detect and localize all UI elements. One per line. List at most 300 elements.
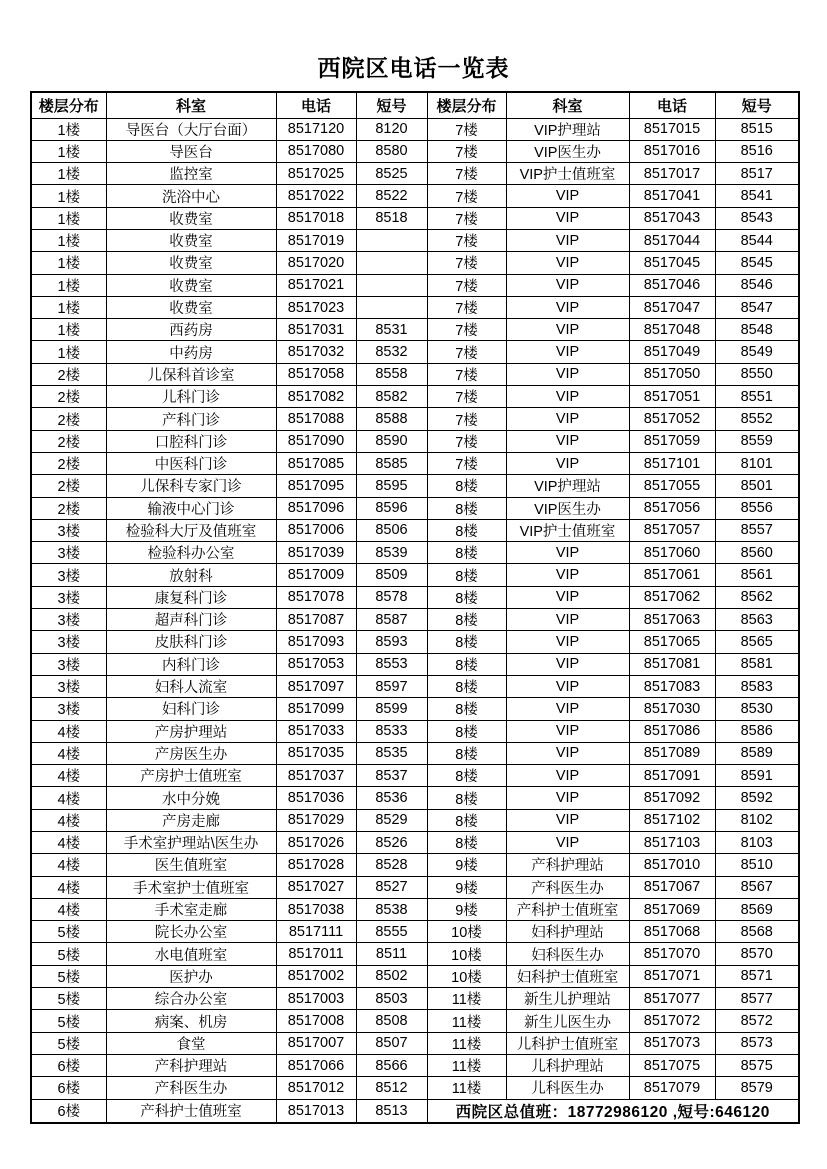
dept-cell: 综合办公室 (106, 988, 276, 1010)
table-row (31, 207, 799, 229)
short-cell: 8577 (715, 988, 799, 1010)
table-row (31, 921, 799, 943)
table-row (31, 497, 799, 519)
floor-cell: 4楼 (31, 876, 106, 898)
dept-cell: VIP护理站 (506, 475, 629, 497)
header-floor-left: 楼层分布 (31, 92, 106, 118)
table-row (31, 698, 799, 720)
short-cell: 8587 (356, 609, 427, 631)
phone-cell: 8517044 (629, 229, 715, 251)
floor-cell: 8楼 (427, 653, 506, 675)
table-row (31, 809, 799, 831)
dept-cell: 收费室 (106, 229, 276, 251)
phone-cell: 8517081 (629, 653, 715, 675)
short-cell: 8101 (715, 452, 799, 474)
dept-cell: VIP医生办 (506, 497, 629, 519)
dept-cell: 水中分娩 (106, 787, 276, 809)
floor-cell: 8楼 (427, 564, 506, 586)
phone-cell: 8517093 (276, 631, 356, 653)
short-cell: 8581 (715, 653, 799, 675)
floor-cell: 7楼 (427, 363, 506, 385)
dept-cell: 手术室护士值班室 (106, 876, 276, 898)
table-row (31, 609, 799, 631)
short-cell: 8532 (356, 341, 427, 363)
table-row (31, 787, 799, 809)
short-cell: 8558 (356, 363, 427, 385)
phone-cell: 8517041 (629, 185, 715, 207)
phone-cell: 8517032 (276, 341, 356, 363)
dept-cell: 收费室 (106, 207, 276, 229)
short-cell: 8550 (715, 363, 799, 385)
floor-cell: 8楼 (427, 609, 506, 631)
phone-cell: 8517009 (276, 564, 356, 586)
floor-cell: 8楼 (427, 787, 506, 809)
table-row (31, 1099, 799, 1123)
floor-cell: 1楼 (31, 163, 106, 185)
header-dept-left: 科室 (106, 92, 276, 118)
floor-cell: 1楼 (31, 207, 106, 229)
dept-cell: 检验科办公室 (106, 542, 276, 564)
phone-cell: 8517063 (629, 609, 715, 631)
dept-cell: VIP (506, 720, 629, 742)
short-cell: 8578 (356, 586, 427, 608)
phone-cell: 8517050 (629, 363, 715, 385)
short-cell: 8572 (715, 1010, 799, 1032)
phone-cell: 8517068 (629, 921, 715, 943)
floor-cell: 6楼 (31, 1099, 106, 1123)
table-row (31, 765, 799, 787)
phone-cell: 8517111 (276, 921, 356, 943)
dept-cell: 儿科护士值班室 (506, 1032, 629, 1054)
floor-cell: 3楼 (31, 519, 106, 541)
dept-cell: 新生儿护理站 (506, 988, 629, 1010)
short-cell: 8539 (356, 542, 427, 564)
short-cell: 8575 (715, 1054, 799, 1076)
short-cell: 8566 (356, 1054, 427, 1076)
floor-cell: 4楼 (31, 854, 106, 876)
short-cell: 8535 (356, 742, 427, 764)
floor-cell: 9楼 (427, 876, 506, 898)
short-cell: 8588 (356, 408, 427, 430)
dept-cell: 儿保科首诊室 (106, 363, 276, 385)
short-cell: 8562 (715, 586, 799, 608)
short-cell: 8545 (715, 252, 799, 274)
short-cell: 8525 (356, 163, 427, 185)
short-cell: 8541 (715, 185, 799, 207)
table-row (31, 229, 799, 251)
phone-cell: 8517091 (629, 765, 715, 787)
floor-cell: 8楼 (427, 720, 506, 742)
short-cell: 8597 (356, 675, 427, 697)
floor-cell: 2楼 (31, 430, 106, 452)
phone-cell: 8517065 (629, 631, 715, 653)
table-row (31, 386, 799, 408)
dept-cell: VIP (506, 742, 629, 764)
phone-cell: 8517038 (276, 898, 356, 920)
table-row (31, 742, 799, 764)
table-row (31, 542, 799, 564)
floor-cell: 8楼 (427, 832, 506, 854)
floor-cell: 2楼 (31, 497, 106, 519)
dept-cell: 产科护士值班室 (506, 898, 629, 920)
phone-cell: 8517057 (629, 519, 715, 541)
floor-cell: 4楼 (31, 787, 106, 809)
dept-cell: VIP (506, 564, 629, 586)
short-cell (356, 252, 427, 274)
dept-cell: VIP (506, 207, 629, 229)
phone-cell: 8517069 (629, 898, 715, 920)
short-cell: 8528 (356, 854, 427, 876)
dept-cell: 儿科护理站 (506, 1054, 629, 1076)
short-cell: 8533 (356, 720, 427, 742)
dept-cell: VIP (506, 452, 629, 474)
phone-directory-table (30, 91, 800, 1124)
table-row (31, 631, 799, 653)
dept-cell: 口腔科门诊 (106, 430, 276, 452)
phone-cell: 8517043 (629, 207, 715, 229)
floor-cell: 8楼 (427, 765, 506, 787)
floor-cell: 7楼 (427, 319, 506, 341)
floor-cell: 10楼 (427, 943, 506, 965)
table-row (31, 408, 799, 430)
dept-cell: 产科护理站 (106, 1054, 276, 1076)
page-title: 西院区电话一览表 (317, 55, 510, 81)
short-cell: 8596 (356, 497, 427, 519)
short-cell: 8570 (715, 943, 799, 965)
short-cell: 8591 (715, 765, 799, 787)
short-cell: 8567 (715, 876, 799, 898)
dept-cell: 检验科大厅及值班室 (106, 519, 276, 541)
short-cell: 8551 (715, 386, 799, 408)
table-row (31, 519, 799, 541)
phone-cell: 8517096 (276, 497, 356, 519)
short-cell: 8580 (356, 140, 427, 162)
dept-cell: 监控室 (106, 163, 276, 185)
short-cell: 8548 (715, 319, 799, 341)
dept-cell: VIP (506, 653, 629, 675)
dept-cell: 医护办 (106, 965, 276, 987)
dept-cell: VIP (506, 430, 629, 452)
dept-cell: 收费室 (106, 252, 276, 274)
floor-cell: 10楼 (427, 921, 506, 943)
floor-cell: 8楼 (427, 542, 506, 564)
phone-cell: 8517026 (276, 832, 356, 854)
phone-cell: 8517007 (276, 1032, 356, 1054)
short-cell: 8503 (356, 988, 427, 1010)
dept-cell: 新生儿医生办 (506, 1010, 629, 1032)
dept-cell: VIP (506, 363, 629, 385)
floor-cell: 6楼 (31, 1054, 106, 1076)
floor-cell: 4楼 (31, 809, 106, 831)
dept-cell: 收费室 (106, 296, 276, 318)
dept-cell: VIP (506, 408, 629, 430)
phone-cell: 8517003 (276, 988, 356, 1010)
dept-cell: VIP (506, 296, 629, 318)
phone-cell: 8517120 (276, 118, 356, 140)
floor-cell: 4楼 (31, 742, 106, 764)
short-cell: 8590 (356, 430, 427, 452)
floor-cell: 1楼 (31, 274, 106, 296)
short-cell: 8120 (356, 118, 427, 140)
table-row (31, 363, 799, 385)
floor-cell: 8楼 (427, 675, 506, 697)
floor-cell: 1楼 (31, 229, 106, 251)
phone-cell: 8517008 (276, 1010, 356, 1032)
short-cell: 8561 (715, 564, 799, 586)
floor-cell: 7楼 (427, 341, 506, 363)
table-row (31, 653, 799, 675)
short-cell: 8522 (356, 185, 427, 207)
floor-cell: 1楼 (31, 341, 106, 363)
floor-cell: 7楼 (427, 185, 506, 207)
floor-cell: 5楼 (31, 965, 106, 987)
short-cell: 8537 (356, 765, 427, 787)
floor-cell: 7楼 (427, 140, 506, 162)
floor-cell: 4楼 (31, 720, 106, 742)
floor-cell: 8楼 (427, 519, 506, 541)
short-cell: 8549 (715, 341, 799, 363)
dept-cell: VIP (506, 185, 629, 207)
table-row (31, 118, 799, 140)
short-cell: 8102 (715, 809, 799, 831)
phone-cell: 8517058 (276, 363, 356, 385)
floor-cell: 5楼 (31, 921, 106, 943)
short-cell: 8589 (715, 742, 799, 764)
dept-cell: VIP (506, 765, 629, 787)
floor-cell: 11楼 (427, 1054, 506, 1076)
floor-cell: 7楼 (427, 408, 506, 430)
dept-cell: 妇科人流室 (106, 675, 276, 697)
table-row (31, 675, 799, 697)
table-row (31, 720, 799, 742)
short-cell: 8527 (356, 876, 427, 898)
dept-cell: 妇科护理站 (506, 921, 629, 943)
floor-cell: 7楼 (427, 163, 506, 185)
short-cell: 8538 (356, 898, 427, 920)
short-cell: 8516 (715, 140, 799, 162)
phone-cell: 8517095 (276, 475, 356, 497)
short-cell: 8502 (356, 965, 427, 987)
dept-cell: 医生值班室 (106, 854, 276, 876)
short-cell: 8565 (715, 631, 799, 653)
floor-cell: 3楼 (31, 698, 106, 720)
phone-cell: 8517049 (629, 341, 715, 363)
floor-cell: 8楼 (427, 742, 506, 764)
phone-cell: 8517047 (629, 296, 715, 318)
dept-cell: VIP护理站 (506, 118, 629, 140)
table-row (31, 876, 799, 898)
dept-cell: VIP医生办 (506, 140, 629, 162)
floor-cell: 3楼 (31, 675, 106, 697)
short-cell: 8595 (356, 475, 427, 497)
phone-cell: 8517021 (276, 274, 356, 296)
dept-cell: VIP (506, 698, 629, 720)
table-row (31, 1054, 799, 1076)
table-row (31, 274, 799, 296)
phone-cell: 8517078 (276, 586, 356, 608)
dept-cell: 内科门诊 (106, 653, 276, 675)
short-cell: 8583 (715, 675, 799, 697)
table-row (31, 898, 799, 920)
phone-cell: 8517012 (276, 1077, 356, 1099)
phone-cell: 8517006 (276, 519, 356, 541)
floor-cell: 1楼 (31, 118, 106, 140)
phone-cell: 8517029 (276, 809, 356, 831)
short-cell (356, 296, 427, 318)
short-cell: 8553 (356, 653, 427, 675)
table-row (31, 296, 799, 318)
dept-cell: VIP (506, 675, 629, 697)
floor-cell: 7楼 (427, 386, 506, 408)
short-cell: 8507 (356, 1032, 427, 1054)
floor-cell: 3楼 (31, 542, 106, 564)
table-row (31, 965, 799, 987)
dept-cell: 妇科医生办 (506, 943, 629, 965)
floor-cell: 1楼 (31, 140, 106, 162)
floor-cell: 3楼 (31, 631, 106, 653)
dept-cell: 手术室走廊 (106, 898, 276, 920)
dept-cell: 产房走廊 (106, 809, 276, 831)
phone-cell: 8517048 (629, 319, 715, 341)
short-cell: 8512 (356, 1077, 427, 1099)
dept-cell: VIP (506, 631, 629, 653)
floor-cell: 9楼 (427, 898, 506, 920)
short-cell: 8560 (715, 542, 799, 564)
short-cell: 8513 (356, 1099, 427, 1123)
dept-cell: 输液中心门诊 (106, 497, 276, 519)
short-cell: 8543 (715, 207, 799, 229)
table-row (31, 163, 799, 185)
dept-cell: 手术室护理站\医生办 (106, 832, 276, 854)
phone-cell: 8517011 (276, 943, 356, 965)
dept-cell: 水电值班室 (106, 943, 276, 965)
phone-cell: 8517071 (629, 965, 715, 987)
floor-cell: 1楼 (31, 185, 106, 207)
floor-cell: 6楼 (31, 1077, 106, 1099)
dept-cell: 洗浴中心 (106, 185, 276, 207)
phone-cell: 8517102 (629, 809, 715, 831)
phone-cell: 8517086 (629, 720, 715, 742)
floor-cell: 2楼 (31, 363, 106, 385)
table-row (31, 943, 799, 965)
phone-cell: 8517017 (629, 163, 715, 185)
dept-cell: VIP (506, 586, 629, 608)
short-cell: 8529 (356, 809, 427, 831)
phone-cell: 8517037 (276, 765, 356, 787)
phone-cell: 8517039 (276, 542, 356, 564)
phone-cell: 8517035 (276, 742, 356, 764)
phone-cell: 8517101 (629, 452, 715, 474)
floor-cell: 8楼 (427, 475, 506, 497)
dept-cell: 皮肤科门诊 (106, 631, 276, 653)
dept-cell: 产科医生办 (506, 876, 629, 898)
floor-cell: 1楼 (31, 319, 106, 341)
phone-cell: 8517087 (276, 609, 356, 631)
header-dept-right: 科室 (506, 92, 629, 118)
floor-cell: 2楼 (31, 408, 106, 430)
short-cell: 8515 (715, 118, 799, 140)
table-row (31, 988, 799, 1010)
floor-cell: 3楼 (31, 586, 106, 608)
table-row (31, 586, 799, 608)
floor-cell: 4楼 (31, 832, 106, 854)
phone-cell: 8517103 (629, 832, 715, 854)
dept-cell: VIP (506, 274, 629, 296)
dept-cell: VIP (506, 832, 629, 854)
floor-cell: 2楼 (31, 386, 106, 408)
table-row (31, 564, 799, 586)
short-cell: 8599 (356, 698, 427, 720)
phone-cell: 8517015 (629, 118, 715, 140)
short-cell: 8559 (715, 430, 799, 452)
dept-cell: 超声科门诊 (106, 609, 276, 631)
phone-cell: 8517082 (276, 386, 356, 408)
dept-cell: 儿科医生办 (506, 1077, 629, 1099)
table-row (31, 854, 799, 876)
table-row (31, 832, 799, 854)
short-cell: 8569 (715, 898, 799, 920)
short-cell: 8593 (356, 631, 427, 653)
short-cell: 8508 (356, 1010, 427, 1032)
table-row (31, 1077, 799, 1099)
header-floor-right: 楼层分布 (427, 92, 506, 118)
phone-cell: 8517045 (629, 252, 715, 274)
phone-cell: 8517010 (629, 854, 715, 876)
phone-cell: 8517079 (629, 1077, 715, 1099)
dept-cell: 西药房 (106, 319, 276, 341)
dept-cell: 产房医生办 (106, 742, 276, 764)
dept-cell: VIP (506, 609, 629, 631)
short-cell: 8501 (715, 475, 799, 497)
phone-cell: 8517090 (276, 430, 356, 452)
table-body (31, 118, 799, 1123)
floor-cell: 8楼 (427, 698, 506, 720)
table-row (31, 319, 799, 341)
short-cell: 8579 (715, 1077, 799, 1099)
dept-cell: 食堂 (106, 1032, 276, 1054)
floor-cell: 9楼 (427, 854, 506, 876)
phone-cell: 8517099 (276, 698, 356, 720)
phone-cell: 8517028 (276, 854, 356, 876)
dept-cell: 儿保科专家门诊 (106, 475, 276, 497)
phone-cell: 8517020 (276, 252, 356, 274)
short-cell: 8592 (715, 787, 799, 809)
phone-cell: 8517056 (629, 497, 715, 519)
phone-cell: 8517002 (276, 965, 356, 987)
short-cell: 8518 (356, 207, 427, 229)
table-row (31, 1032, 799, 1054)
short-cell: 8573 (715, 1032, 799, 1054)
floor-cell: 7楼 (427, 296, 506, 318)
floor-cell: 11楼 (427, 988, 506, 1010)
phone-cell: 8517052 (629, 408, 715, 430)
table-row (31, 452, 799, 474)
floor-cell: 11楼 (427, 1010, 506, 1032)
short-cell: 8546 (715, 274, 799, 296)
short-cell: 8510 (715, 854, 799, 876)
dept-cell: 妇科门诊 (106, 698, 276, 720)
dept-cell: VIP (506, 787, 629, 809)
phone-cell: 8517067 (629, 876, 715, 898)
dept-cell: 产房护理站 (106, 720, 276, 742)
header-row (31, 92, 799, 118)
dept-cell: 院长办公室 (106, 921, 276, 943)
floor-cell: 8楼 (427, 586, 506, 608)
table-row (31, 1010, 799, 1032)
phone-cell: 8517088 (276, 408, 356, 430)
table-row (31, 475, 799, 497)
floor-cell: 11楼 (427, 1032, 506, 1054)
